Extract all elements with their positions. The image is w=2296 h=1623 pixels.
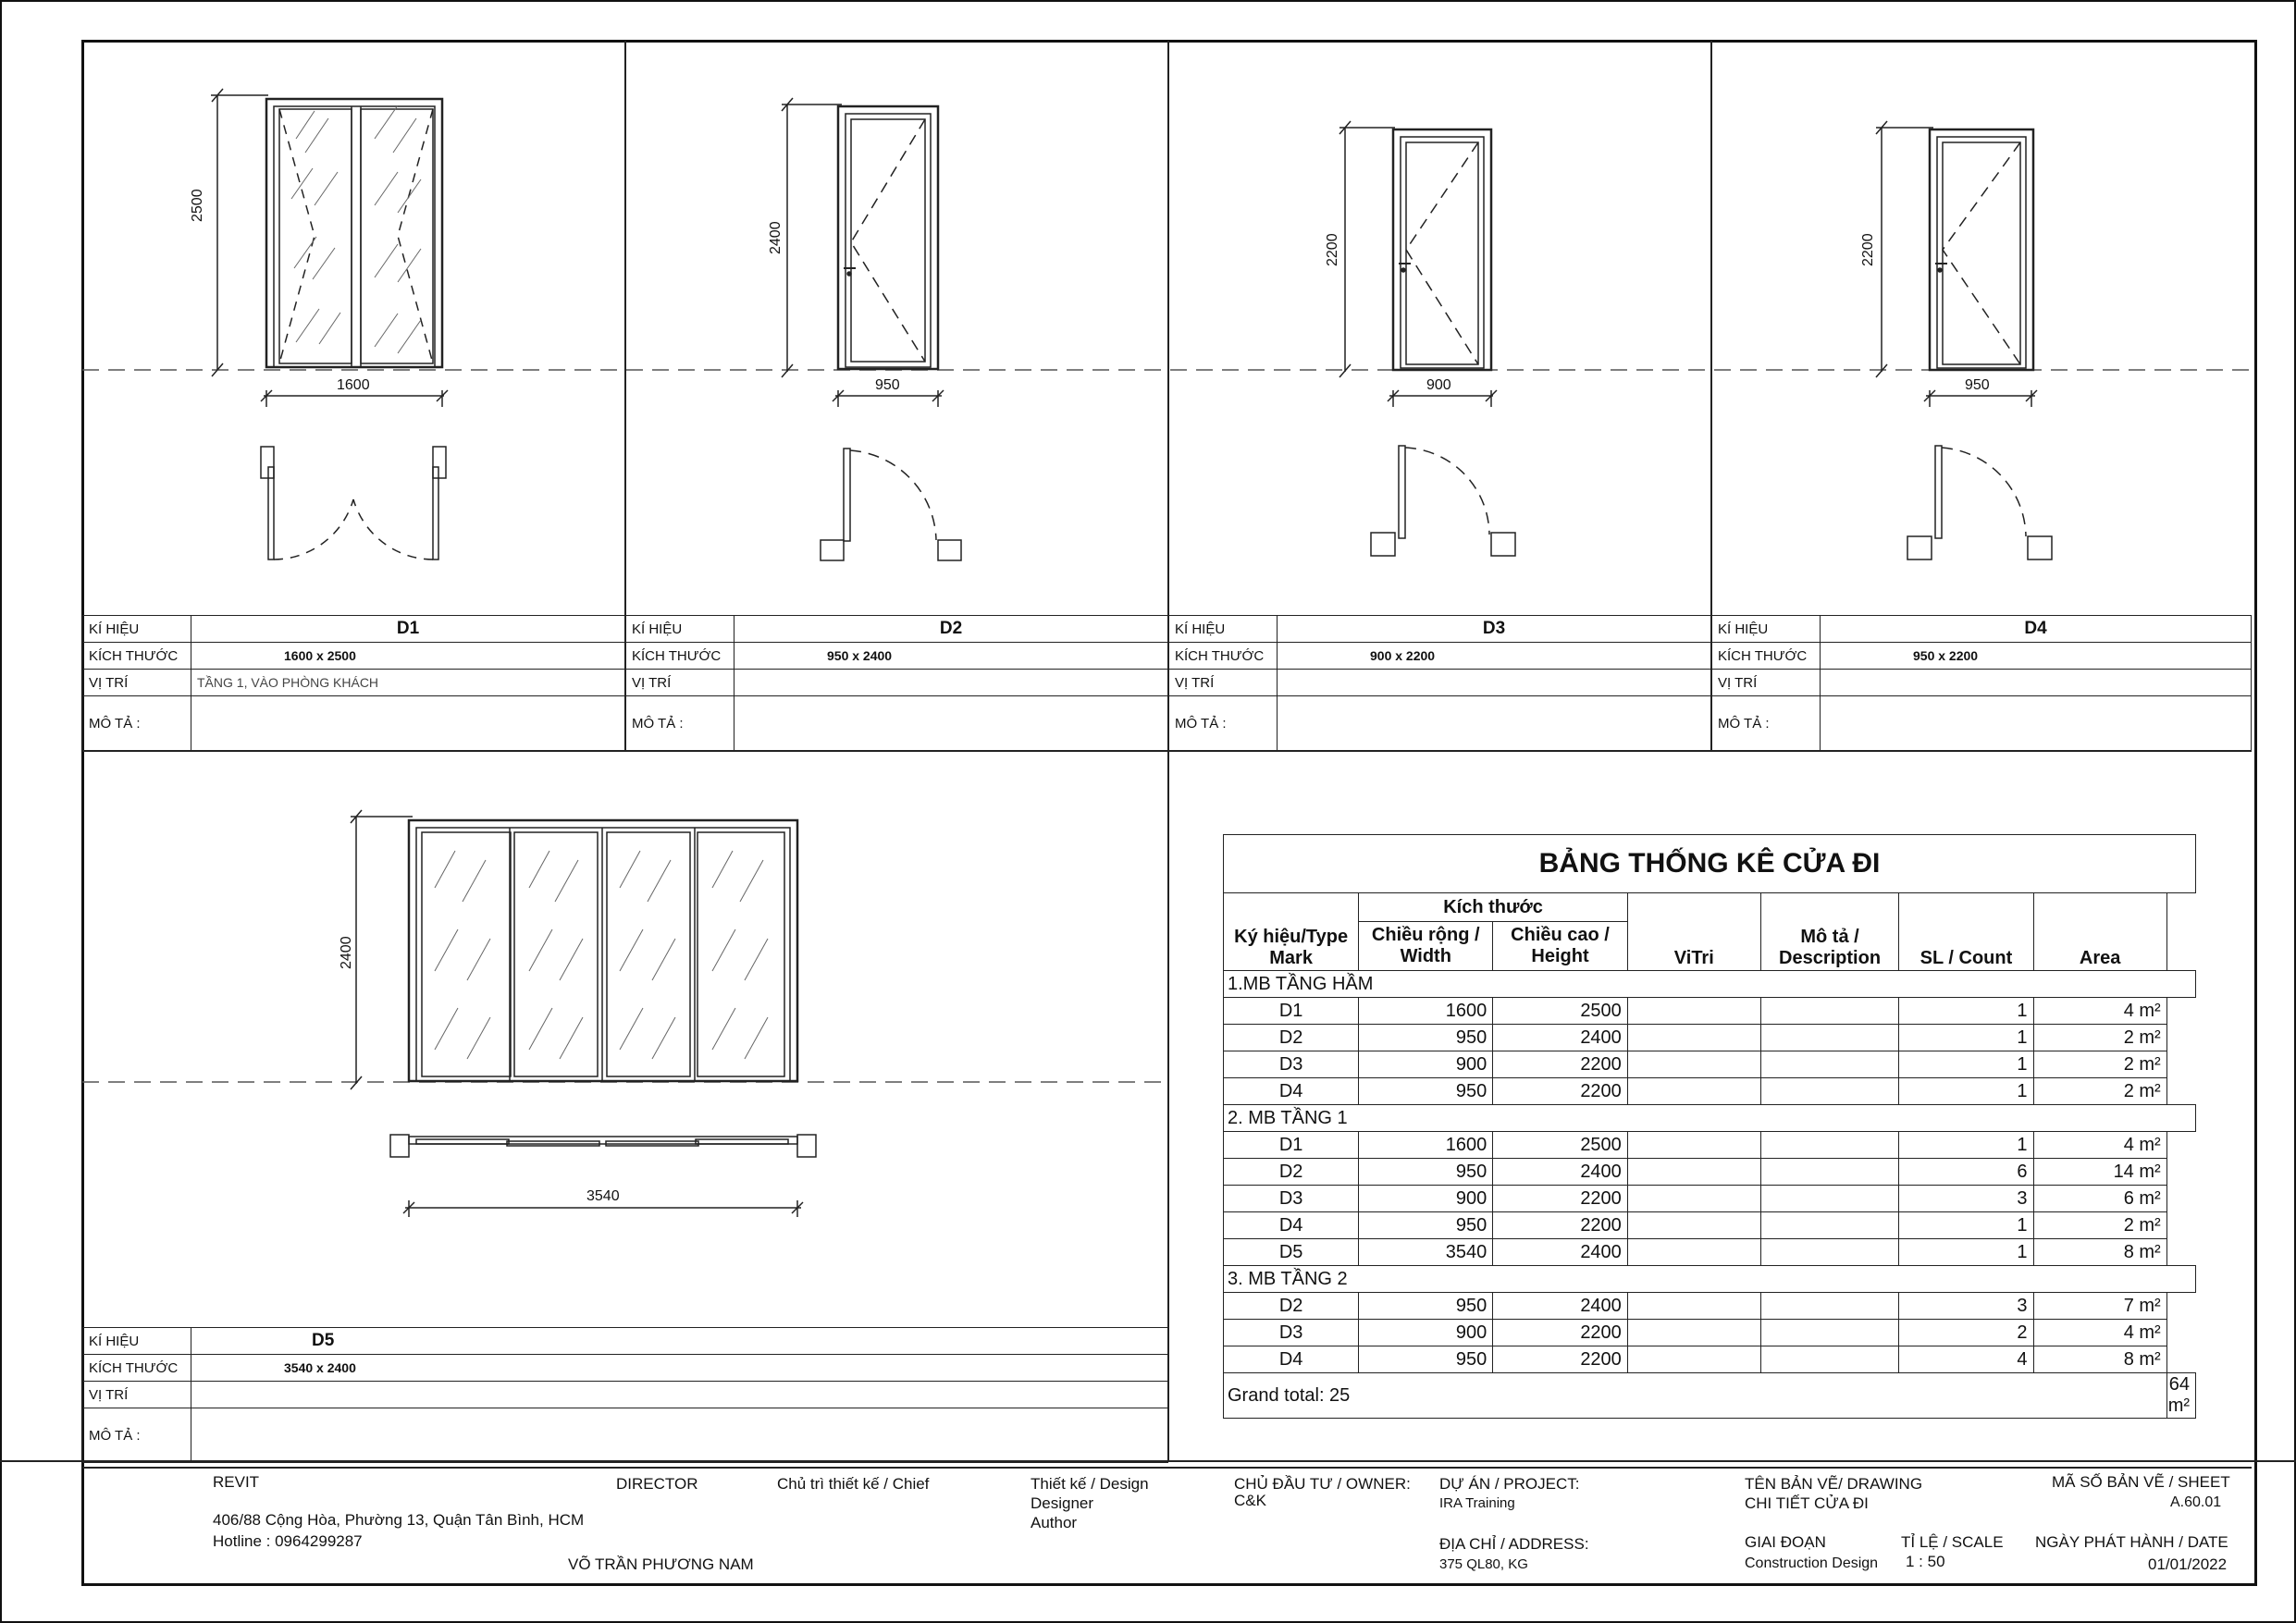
group-name: 1.MB TẦNG HẦM [1224,971,2196,998]
cell-height: 2500 [1493,1132,1628,1159]
sheet-value: A.60.01 [2170,1494,2222,1510]
design-label: Thiết kế / Design [1031,1475,1149,1493]
desc-label: MÔ TẢ : [1712,696,1821,751]
schedule-row [1224,1025,2196,1051]
cell-width: 1600 [1359,1132,1493,1159]
schedule-group-row [1224,971,2196,998]
cell-desc [1760,1239,1899,1266]
col-area: Area [2033,893,2166,971]
size-value: 950 x 2400 [734,643,1168,670]
cell-width: 900 [1359,1320,1493,1346]
cell-height: 2200 [1493,1078,1628,1105]
d5-height-dim: 2400 [339,936,354,969]
cell-area: 4 m² [2033,998,2166,1025]
company-hotline: Hotline : 0964299287 [213,1532,363,1550]
cell-height: 2200 [1493,1051,1628,1078]
cell-mark: D4 [1224,1346,1359,1373]
location-value [191,1382,1168,1408]
cell-height: 2200 [1493,1186,1628,1212]
cell-width: 950 [1359,1346,1493,1373]
size-value: 3540 x 2400 [191,1355,1168,1382]
director-label: DIRECTOR [616,1475,698,1493]
cell-desc [1760,1078,1899,1105]
schedule-row [1224,1051,2196,1078]
cell-area: 8 m² [2033,1346,2166,1373]
cell-area: 6 m² [2033,1186,2166,1212]
grand-area: 64 m² [2166,1373,2195,1419]
location-label: VỊ TRÍ [83,1382,191,1408]
cell-width: 950 [1359,1293,1493,1320]
cell-vitri [1627,1159,1760,1186]
schedule-group-row [1224,1105,2196,1132]
company-name: REVIT [213,1473,260,1491]
cell-mark: D3 [1224,1320,1359,1346]
cell-width: 900 [1359,1186,1493,1212]
cell-height: 2200 [1493,1212,1628,1239]
cell-desc [1760,1293,1899,1320]
cell-vitri [1627,1025,1760,1051]
cell-desc [1760,998,1899,1025]
cell-count: 3 [1899,1293,2033,1320]
size-label: KÍCH THƯỚC [1169,643,1278,670]
mark-value: D5 [191,1328,1168,1355]
door-info-d5 [82,1327,1168,1463]
cell-vitri [1627,1293,1760,1320]
desc-value [191,696,625,751]
cell-width: 1600 [1359,998,1493,1025]
door-d3-elevation [1339,121,1515,556]
cell-area: 4 m² [2033,1320,2166,1346]
cell-count: 1 [1899,1212,2033,1239]
cell-height: 2200 [1493,1346,1628,1373]
size-value: 1600 x 2500 [191,643,625,670]
drawing-label: TÊN BẢN VẼ/ DRAWING [1745,1475,1923,1493]
cell-mark: D3 [1224,1186,1359,1212]
cell-height: 2400 [1493,1025,1628,1051]
cell-count: 1 [1899,1025,2033,1051]
door-info-d1 [82,615,625,751]
grand-total: Grand total: 25 [1224,1373,2167,1419]
d3-width-dim: 900 [1426,377,1451,393]
date-value: 01/01/2022 [2148,1555,2228,1573]
col-mark: Ký hiệu/Type Mark [1224,893,1359,971]
door-d1-elevation [211,89,448,559]
schedule-row [1224,1132,2196,1159]
chief-label: Chủ trì thiết kế / Chief [777,1475,930,1493]
cell-vitri [1627,1078,1760,1105]
col-width: Chiều rộng / Width [1359,922,1493,971]
door-d4-elevation [1876,121,2052,559]
cell-vitri [1627,1132,1760,1159]
cell-mark: D2 [1224,1293,1359,1320]
desc-value [191,1408,1168,1463]
cell-mark: D4 [1224,1212,1359,1239]
scale-value: 1 : 50 [1906,1553,1945,1570]
schedule-group-row [1224,1266,2196,1293]
door-info-d2 [625,615,1168,751]
desc-value [734,696,1168,751]
d5-width-dim: 3540 [586,1188,620,1204]
schedule-row [1224,1293,2196,1320]
desc-value [1278,696,1711,751]
cell-desc [1760,1186,1899,1212]
schedule-row [1224,998,2196,1025]
schedule-row [1224,1159,2196,1186]
cell-vitri [1627,1051,1760,1078]
door-schedule [1223,834,2196,1419]
desc-label: MÔ TẢ : [626,696,734,751]
d1-width-dim: 1600 [337,377,370,393]
size-label: KÍCH THƯỚC [83,643,191,670]
d4-width-dim: 950 [1965,377,1990,393]
owner-value: C&K [1234,1492,1266,1509]
cell-desc [1760,1346,1899,1373]
schedule-row [1224,1078,2196,1105]
cell-desc [1760,1320,1899,1346]
size-value: 900 x 2200 [1278,643,1711,670]
cell-area: 14 m² [2033,1159,2166,1186]
cell-height: 2500 [1493,998,1628,1025]
cell-width: 950 [1359,1212,1493,1239]
d1-height-dim: 2500 [190,189,205,222]
cell-count: 1 [1899,1051,2033,1078]
size-label: KÍCH THƯỚC [83,1355,191,1382]
project-label: DỰ ÁN / PROJECT: [1439,1475,1580,1493]
cell-area: 8 m² [2033,1239,2166,1266]
cell-mark: D1 [1224,998,1359,1025]
cell-vitri [1627,1212,1760,1239]
cell-vitri [1627,998,1760,1025]
cell-area: 2 m² [2033,1051,2166,1078]
cell-vitri [1627,1346,1760,1373]
cell-desc [1760,1025,1899,1051]
size-label: KÍCH THƯỚC [626,643,734,670]
cell-mark: D5 [1224,1239,1359,1266]
cell-count: 1 [1899,1239,2033,1266]
desc-value [1821,696,2252,751]
cell-desc [1760,1132,1899,1159]
company-address: 406/88 Cộng Hòa, Phường 13, Quận Tân Bình, HCM [213,1511,585,1529]
phase-label: GIAI ĐOẠN [1745,1533,1826,1551]
cell-area: 2 m² [2033,1025,2166,1051]
size-value: 950 x 2200 [1821,643,2252,670]
col-count: SL / Count [1899,893,2033,971]
cell-area: 4 m² [2033,1132,2166,1159]
cell-count: 2 [1899,1320,2033,1346]
schedule-row [1224,1320,2196,1346]
desc-label: MÔ TẢ : [83,1408,191,1463]
cell-count: 1 [1899,1078,2033,1105]
cell-width: 950 [1359,1025,1493,1051]
mark-value: D3 [1278,616,1711,643]
schedule-row [1224,1239,2196,1266]
mark-label: KÍ HIỆU [83,616,191,643]
schedule-row [1224,1186,2196,1212]
cell-desc [1760,1159,1899,1186]
cell-height: 2400 [1493,1239,1628,1266]
cell-width: 900 [1359,1051,1493,1078]
cell-height: 2200 [1493,1320,1628,1346]
door-info-d4 [1711,615,2252,751]
group-name: 3. MB TẦNG 2 [1224,1266,2196,1293]
sheet-label: MÃ SỐ BẢN VẼ / SHEET [2052,1473,2230,1491]
door-d5-elevation [351,810,816,1217]
cell-count: 1 [1899,998,2033,1025]
location-label: VỊ TRÍ [626,670,734,696]
col-height: Chiều cao / Height [1493,922,1628,971]
cell-mark: D2 [1224,1025,1359,1051]
cell-mark: D4 [1224,1078,1359,1105]
cell-height: 2400 [1493,1159,1628,1186]
cell-mark: D2 [1224,1159,1359,1186]
author: Author [1031,1514,1078,1531]
phase-value: Construction Design [1745,1555,1879,1571]
col-desc: Mô tả / Description [1760,893,1899,971]
cell-area: 2 m² [2033,1212,2166,1239]
location-value [1821,670,2252,696]
door-info-d3 [1168,615,1711,751]
cell-area: 2 m² [2033,1078,2166,1105]
location-label: VỊ TRÍ [83,670,191,696]
cell-width: 950 [1359,1078,1493,1105]
cell-width: 950 [1359,1159,1493,1186]
cell-vitri [1627,1320,1760,1346]
cell-count: 6 [1899,1159,2033,1186]
d2-height-dim: 2400 [768,221,784,254]
cell-count: 1 [1899,1132,2033,1159]
d4-height-dim: 2200 [1860,233,1876,266]
project-value: IRA Training [1439,1495,1515,1511]
d2-width-dim: 950 [875,377,900,393]
location-value [1278,670,1711,696]
cell-vitri [1627,1239,1760,1266]
location-label: VỊ TRÍ [1712,670,1821,696]
owner-label: CHỦ ĐẦU TƯ / OWNER: [1234,1475,1411,1493]
cell-desc [1760,1212,1899,1239]
cell-vitri [1627,1186,1760,1212]
mark-value: D1 [191,616,625,643]
size-label: KÍCH THƯỚC [1712,643,1821,670]
cell-width: 3540 [1359,1239,1493,1266]
d3-height-dim: 2200 [1325,233,1340,266]
cell-area: 7 m² [2033,1293,2166,1320]
date-label: NGÀY PHÁT HÀNH / DATE [2035,1533,2228,1551]
scale-label: TỈ LỆ / SCALE [1901,1533,2004,1551]
desc-label: MÔ TẢ : [1169,696,1278,751]
director-name: VÕ TRẦN PHƯƠNG NAM [568,1555,754,1573]
designer: Designer [1031,1494,1094,1512]
desc-label: MÔ TẢ : [83,696,191,751]
mark-value: D4 [1821,616,2252,643]
mark-label: KÍ HIỆU [626,616,734,643]
mark-label: KÍ HIỆU [1169,616,1278,643]
group-name: 2. MB TẦNG 1 [1224,1105,2196,1132]
schedule-title: BẢNG THỐNG KÊ CỬA ĐI [1224,835,2196,893]
cell-mark: D1 [1224,1132,1359,1159]
address-label: ĐỊA CHỈ / ADDRESS: [1439,1535,1589,1553]
cell-desc [1760,1051,1899,1078]
mark-label: KÍ HIỆU [1712,616,1821,643]
mark-value: D2 [734,616,1168,643]
location-value [734,670,1168,696]
location-value: TẦNG 1, VÀO PHÒNG KHÁCH [191,670,625,696]
cell-height: 2400 [1493,1293,1628,1320]
schedule-row [1224,1212,2196,1239]
col-dims: Kích thước [1359,893,1628,922]
schedule-row [1224,1346,2196,1373]
door-d2-elevation [782,98,961,560]
cell-count: 4 [1899,1346,2033,1373]
mark-label: KÍ HIỆU [83,1328,191,1355]
cell-count: 3 [1899,1186,2033,1212]
drawing-value: CHI TIẾT CỬA ĐI [1745,1494,1869,1512]
address-value: 375 QL80, KG [1439,1556,1528,1572]
col-vitri: ViTri [1627,893,1760,971]
location-label: VỊ TRÍ [1169,670,1278,696]
cell-mark: D3 [1224,1051,1359,1078]
